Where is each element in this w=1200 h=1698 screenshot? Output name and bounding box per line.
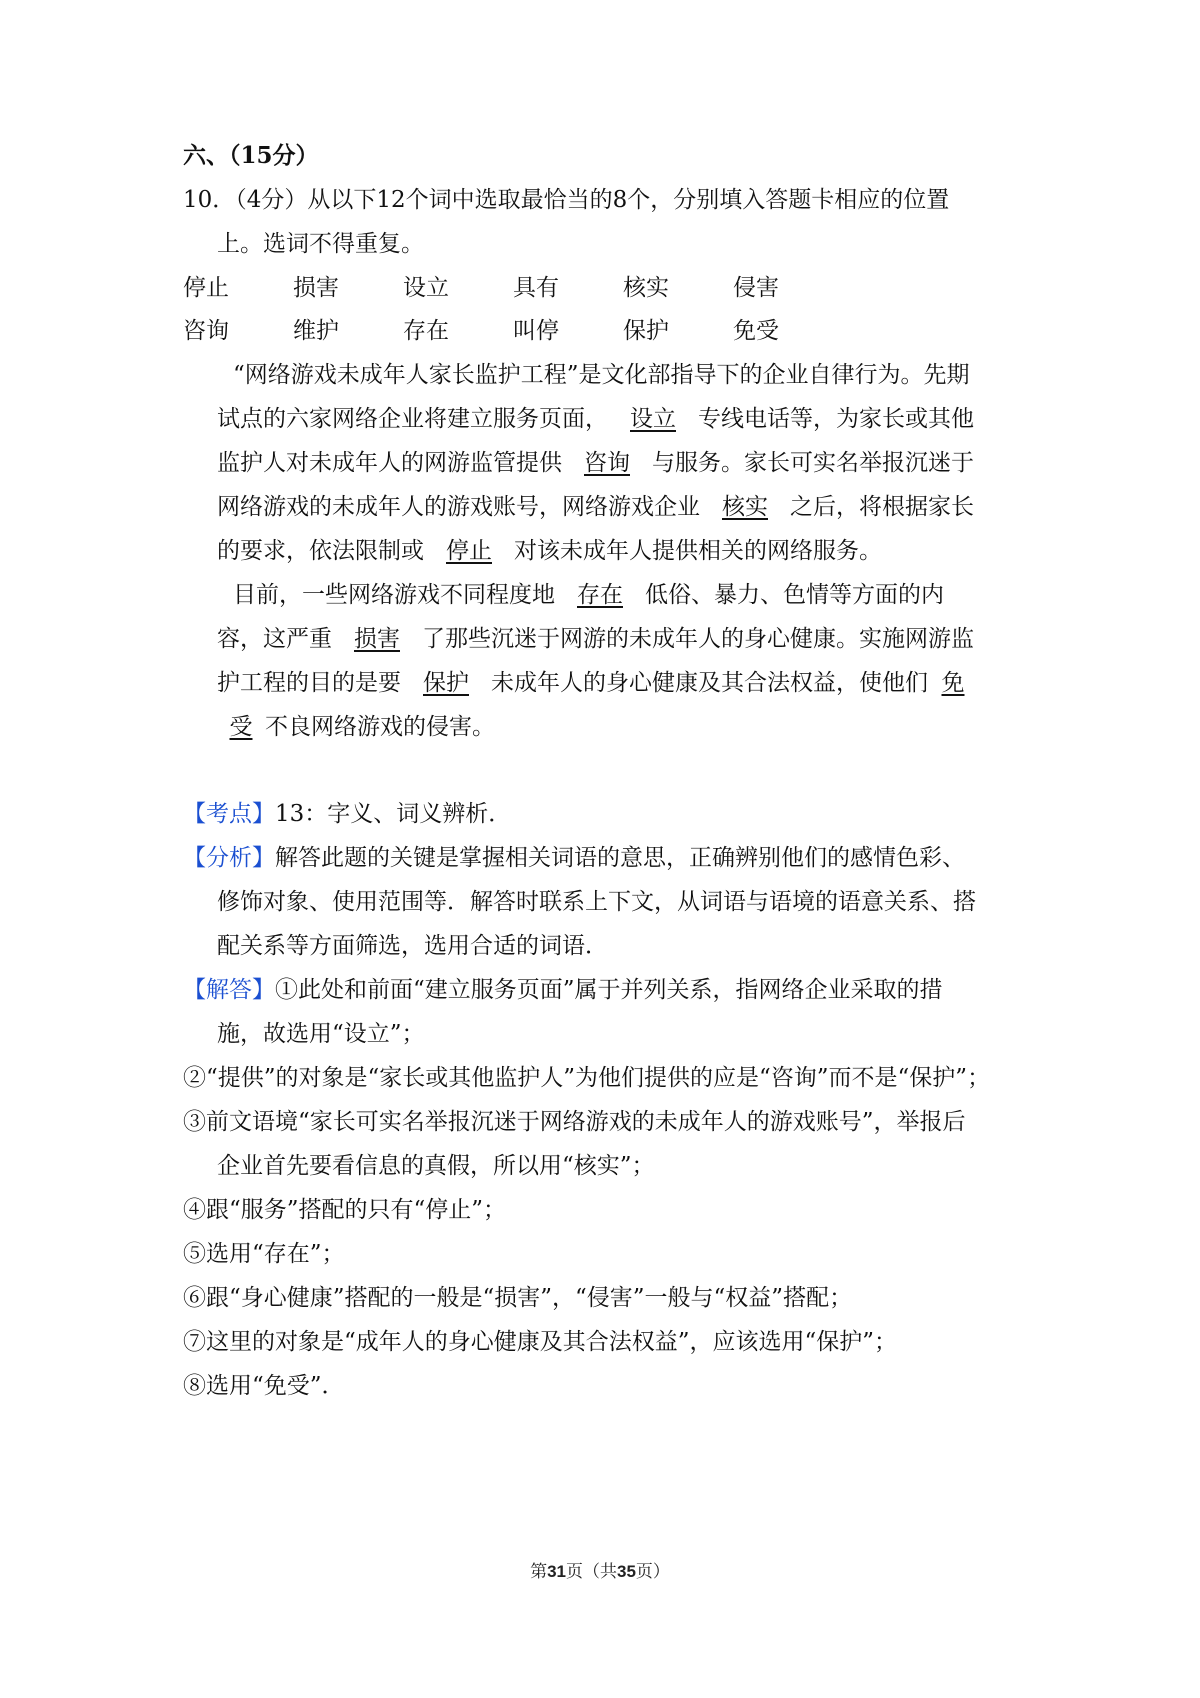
word: 停止 — [183, 275, 229, 301]
jieda-line-2: 施，故选用“设立”； — [217, 1021, 425, 1047]
passage-p1-line-5: 的要求，依法限制或 停止 对该未成年人提供相关的网络服务。 — [217, 538, 882, 564]
word-bank-row-1 — [183, 273, 843, 303]
word: 维护 — [293, 318, 339, 344]
word: 免受 — [733, 318, 779, 344]
word: 核实 — [623, 275, 669, 301]
kaodian-text: 13：字义、词义辨析． — [275, 801, 512, 827]
word: 咨询 — [183, 318, 229, 344]
page-number: 31 — [547, 1562, 566, 1581]
passage-p1-line-4: 网络游戏的未成年人的游戏账号，网络游戏企业 核实 之后，将根据家长 — [217, 494, 974, 520]
answer-blank-2: 咨询 — [584, 450, 630, 476]
passage-p2-line-4: 受 不良网络游戏的侵害。 — [217, 712, 495, 742]
jieda-tag: 【解答】 — [183, 977, 275, 1003]
word: 具有 — [513, 275, 559, 301]
question-line-2: 上。选词不得重复。 — [217, 231, 424, 257]
kaodian-line — [183, 799, 511, 829]
passage-p2-line-2: 容，这严重 损害 了那些沉迷于网游的未成年人的身心健康。实施网游监 — [217, 626, 974, 652]
word: 损害 — [293, 275, 339, 301]
fenxi-line-1: 【分析】解答此题的关键是掌握相关词语的意思，正确辨别他们的感情色彩、 — [183, 845, 965, 871]
answer-blank-7: 保护 — [423, 670, 469, 696]
answer-item-5: ⑤选用“存在”； — [183, 1241, 345, 1267]
answer-item-8: ⑧选用“免受”． — [183, 1373, 345, 1399]
answer-item-2: ②“提供”的对象是“家长或其他监护人”为他们提供的应是“咨询”而不是“保护”； — [183, 1065, 991, 1091]
answer-item-3-line-1: ③前文语境“家长可实名举报沉迷于网络游戏的未成年人的游戏账号”，举报后 — [183, 1109, 966, 1135]
fenxi-line-3: 配关系等方面筛选，选用合适的词语． — [217, 933, 608, 959]
page-footer: 第31页（共35页） — [530, 1562, 670, 1582]
word: 设立 — [403, 275, 449, 301]
passage-p1-line-2: 试点的六家网络企业将建立服务页面， 设立 专线电话等，为家长或其他 — [217, 406, 974, 432]
question-line-1: 10．（4分）从以下12个词中选取最恰当的8个，分别填入答题卡相应的位置 — [183, 187, 950, 213]
word: 叫停 — [513, 318, 559, 344]
answer-item-6: ⑥跟“身心健康”搭配的一般是“损害”，“侵害”一般与“权益”搭配； — [183, 1285, 853, 1311]
answer-item-4: ④跟“服务”搭配的只有“停止”； — [183, 1197, 507, 1223]
answer-blank-6: 损害 — [354, 626, 400, 652]
section-heading: 六、（15分） — [183, 142, 319, 169]
answer-blank-4: 停止 — [446, 538, 492, 564]
word: 存在 — [403, 318, 449, 344]
answer-blank-8-part-2: 受 — [229, 714, 253, 740]
jieda-line-1: 【解答】①此处和前面“建立服务页面”属于并列关系，指网络企业采取的措 — [183, 977, 943, 1003]
word: 保护 — [623, 318, 669, 344]
passage-p1-line-3: 监护人对未成年人的网游监管提供 咨询 与服务。家长可实名举报沉迷于 — [217, 450, 974, 476]
word-bank-row-2 — [183, 316, 843, 346]
passage-p1-line-1: “网络游戏未成年人家长监护工程”是文化部指导下的企业自律行为。先期 — [233, 362, 970, 388]
answer-blank-1: 设立 — [630, 406, 676, 432]
kaodian-tag: 【考点】 — [183, 801, 275, 827]
passage-p2-line-3: 护工程的目的是要 保护 未成年人的身心健康及其合法权益，使他们 免 — [217, 668, 978, 698]
answer-blank-3: 核实 — [722, 494, 768, 520]
fenxi-tag: 【分析】 — [183, 845, 275, 871]
answer-item-7: ⑦这里的对象是“成年人的身心健康及其合法权益”，应该选用“保护”； — [183, 1329, 898, 1355]
answer-blank-8-part-1: 免 — [941, 670, 965, 696]
answer-item-3-line-2: 企业首先要看信息的真假，所以用“核实”； — [217, 1153, 655, 1179]
passage-p2-line-1: 目前，一些网络游戏不同程度地 存在 低俗、暴力、色情等方面的内 — [233, 582, 944, 608]
page-total: 35 — [617, 1562, 636, 1581]
answer-blank-5: 存在 — [577, 582, 623, 608]
fenxi-line-2: 修饰对象、使用范围等．解答时联系上下文，从词语与语境的语意关系、搭 — [217, 889, 976, 915]
word: 侵害 — [733, 275, 779, 301]
